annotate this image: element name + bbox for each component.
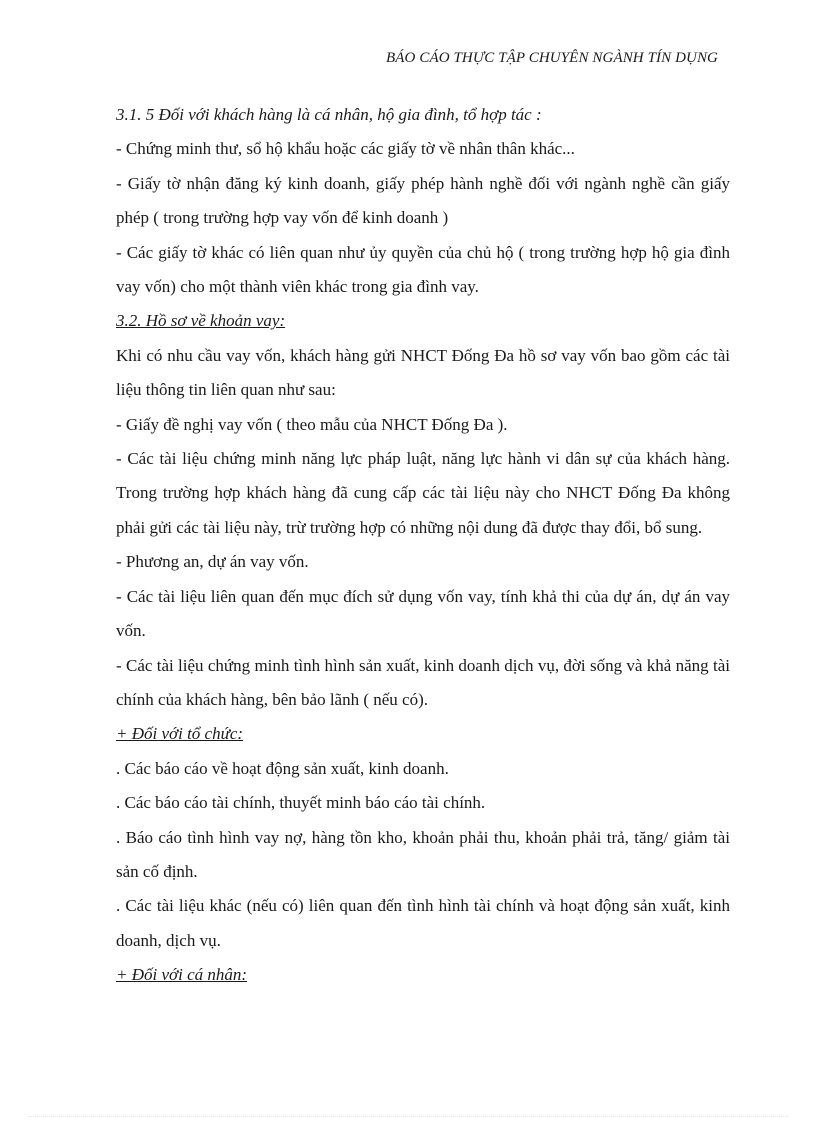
document-body: [116, 98, 730, 993]
section-heading-3-2-text: 3.2. Hồ sơ về khoản vay:: [116, 311, 286, 331]
list-item: . Các báo cáo tài chính, thuyết minh báo cáo tài chính.: [116, 793, 486, 813]
list-item: - Phương an, dự án vay vốn.: [116, 552, 309, 572]
list-item: . Báo cáo tình hình vay nợ, hàng tồn kho, khoản phải thu, khoản phải trả, tăng/ giảm tài sản cố định.: [116, 827, 730, 881]
list-item: - Chứng minh thư, sổ hộ khẩu hoặc các giấy tờ về nhân thân khác...: [116, 139, 575, 159]
list-item: - Các giấy tờ khác có liên quan như ủy quyền của chủ hộ ( trong trường hợp hộ gia đình vay vốn) cho một thành viên khác trong gia đình vay.: [116, 242, 730, 297]
section-intro: Khi có nhu cầu vay vốn, khách hàng gửi NHCT Đống Đa hồ sơ vay vốn bao gồm các tài liệu thông tin liên quan như sau:: [116, 345, 730, 400]
list-item: - Các tài liệu liên quan đến mục đích sử dụng vốn vay, tính khả thi của dự án, dự án vay vốn.: [116, 586, 730, 641]
subheading-individuals-text: + Đối với cá nhân:: [116, 965, 248, 985]
running-header: BÁO CÁO THỰC TẬP CHUYÊN NGÀNH TÍN DỤNG: [386, 50, 718, 66]
list-item: - Giấy tờ nhận đăng ký kinh doanh, giấy phép hành nghề đối với ngành nghề cần giấy phép ( trong trường hợp vay vốn để kinh doanh ): [116, 173, 730, 228]
subheading-organizations: [116, 717, 730, 751]
list-item: - Giấy đề nghị vay vốn ( theo mẫu của NHCT Đống Đa ).: [116, 414, 508, 434]
list-item: . Các tài liệu khác (nếu có) liên quan đến tình hình tài chính và hoạt động sản xuất, kinh doanh, dịch vụ.: [116, 896, 730, 950]
page-bottom-divider: [28, 1116, 788, 1117]
section-heading-3-1-5: 3.1. 5 Đối với khách hàng là cá nhân, hộ gia đình, tổ hợp tác :: [116, 105, 542, 124]
list-item: - Các tài liệu chứng minh tình hình sản xuất, kinh doanh dịch vụ, đời sống và khả năng tài chính của khách hàng, bên bảo lãnh ( nếu có).: [116, 655, 730, 709]
subheading-individuals: [116, 958, 730, 992]
list-item: - Các tài liệu chứng minh năng lực pháp luật, năng lực hành vi dân sự của khách hàng. Trong trường hợp khách hàng đã cung cấp các tài liệu này cho NHCT Đống Đa không phải gửi các tài liệu này, trừ trường hợp có những nội dung đã được thay đổi, bổ sung.: [116, 449, 730, 537]
list-item: . Các báo cáo về hoạt động sản xuất, kinh doanh.: [116, 758, 449, 778]
subheading-organizations-text: + Đối với tổ chức:: [116, 724, 244, 744]
section-heading-3-2: [116, 304, 730, 338]
